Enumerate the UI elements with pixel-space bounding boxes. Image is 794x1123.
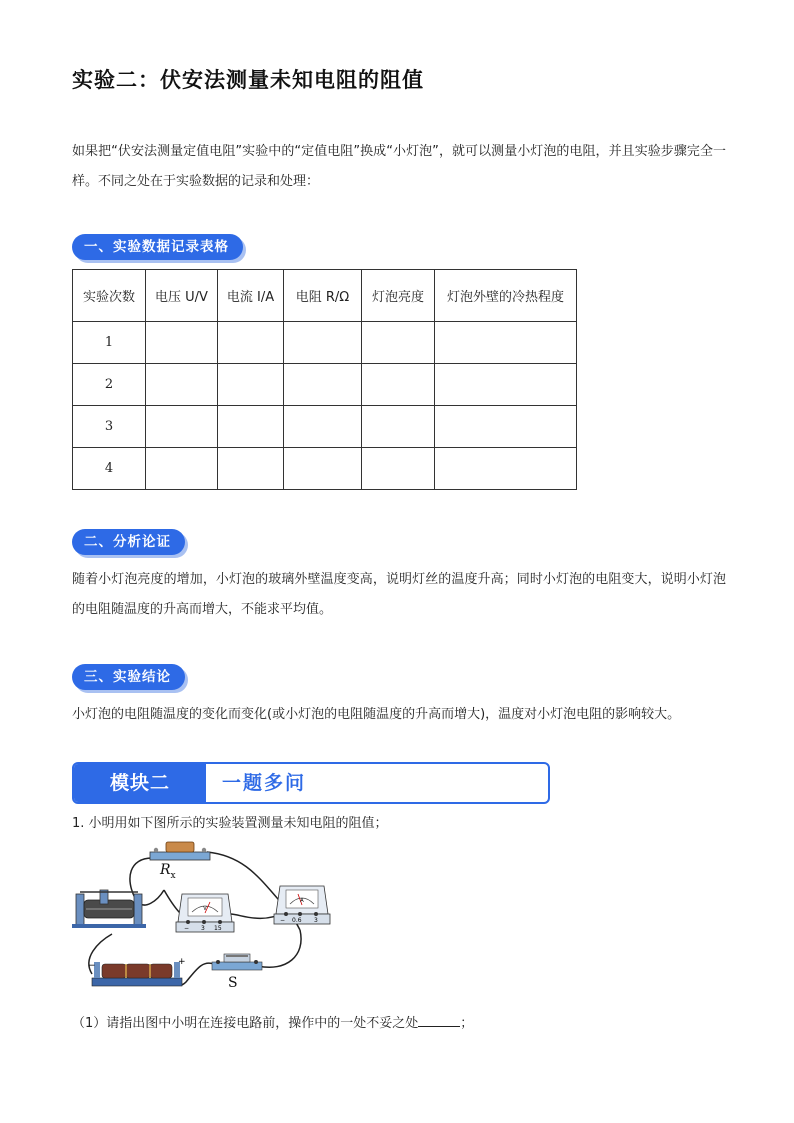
question-1-sub-1: （1）请指出图中小明在连接电路前，操作中的一处不妥之处 ； <box>72 1012 473 1031</box>
answer-blank[interactable] <box>418 1012 460 1027</box>
empty-cell <box>218 406 284 448</box>
empty-cell <box>435 448 577 490</box>
empty-cell <box>146 406 218 448</box>
analysis-paragraph: 随着小灯泡亮度的增加，小灯泡的玻璃外壁温度变高，说明灯丝的温度升高；同时小灯泡的电阻变大，说明小灯泡的电阻随温度的升高而增大，不能求平均值。 <box>72 572 726 617</box>
empty-cell <box>435 406 577 448</box>
header-cell-current: 电流 I/A <box>218 270 284 322</box>
section-label-conclusion: 三、实验结论 <box>72 664 185 690</box>
ammeter-letter: A <box>300 898 304 904</box>
battery-minus-sign: − <box>88 961 96 971</box>
section-label-analysis: 二、分析论证 <box>72 529 185 555</box>
voltmeter-terminal-minus: − <box>184 925 190 932</box>
empty-cell <box>435 322 577 364</box>
table-row <box>73 322 577 364</box>
table-header-row <box>73 270 577 322</box>
empty-cell <box>435 364 577 406</box>
empty-cell <box>218 448 284 490</box>
switch-label: S <box>228 975 238 991</box>
table-row <box>73 448 577 490</box>
empty-cell <box>362 406 435 448</box>
table-row <box>73 364 577 406</box>
ammeter-terminal-3: 3 <box>314 917 318 924</box>
trial-number: 1 <box>73 322 146 364</box>
intro-paragraph: 如果把“伏安法测量定值电阻”实验中的“定值电阻”换成“小灯泡”，就可以测量小灯泡的电阻，并且实验步骤完全一样。不同之处在于实验数据的记录和处理： <box>72 144 726 189</box>
empty-cell <box>284 406 362 448</box>
record-table <box>72 269 577 490</box>
battery-pack <box>92 962 182 986</box>
header-cell-voltage: 电压 U/V <box>146 270 218 322</box>
voltmeter-terminal-15: 15 <box>214 925 222 932</box>
module-title: 一题多问 <box>222 772 307 794</box>
module-banner <box>72 762 550 804</box>
header-cell-brightness: 灯泡亮度 <box>362 270 435 322</box>
empty-cell <box>218 322 284 364</box>
conclusion-paragraph: 小灯泡的电阻随温度的变化而变化(或小灯泡的电阻随温度的升高而增大)，温度对小灯泡电阻的影响较大。 <box>72 707 681 722</box>
header-cell-temperature: 灯泡外壁的冷热程度 <box>435 270 577 322</box>
empty-cell <box>284 322 362 364</box>
ammeter-terminal-0-6: 0.6 <box>292 917 302 924</box>
rx-label <box>160 862 176 881</box>
resistor-rx <box>150 842 210 860</box>
trial-number: 4 <box>73 448 146 490</box>
empty-cell <box>362 364 435 406</box>
header-cell-trial: 实验次数 <box>73 270 146 322</box>
empty-cell <box>146 448 218 490</box>
trial-number: 2 <box>73 364 146 406</box>
rx-subscript: x <box>170 870 176 881</box>
question-1-sub-1-text: （1）请指出图中小明在连接电路前，操作中的一处不妥之处 <box>72 1016 419 1031</box>
switch-s <box>212 954 262 970</box>
rheostat <box>72 890 146 928</box>
empty-cell <box>284 448 362 490</box>
module-number: 模块二 <box>74 764 206 802</box>
voltmeter-terminal-3: 3 <box>201 925 205 932</box>
header-cell-resistance: 电阻 R/Ω <box>284 270 362 322</box>
page-title: 实验二：伏安法测量未知电阻的阻值 <box>72 68 424 92</box>
empty-cell <box>362 322 435 364</box>
empty-cell <box>218 364 284 406</box>
circuit-diagram <box>72 838 342 1010</box>
rx-letter: R <box>160 862 171 878</box>
empty-cell <box>146 322 218 364</box>
table-row <box>73 406 577 448</box>
ammeter-terminal-minus: − <box>280 917 286 924</box>
empty-cell <box>284 364 362 406</box>
empty-cell <box>146 364 218 406</box>
trial-number: 3 <box>73 406 146 448</box>
section-label-record-table: 一、实验数据记录表格 <box>72 234 243 260</box>
question-1-text: 1. 小明用如下图所示的实验装置测量未知电阻的阻值； <box>72 816 388 831</box>
voltmeter-letter: V <box>203 906 207 912</box>
battery-plus-sign: + <box>178 957 186 967</box>
empty-cell <box>362 448 435 490</box>
